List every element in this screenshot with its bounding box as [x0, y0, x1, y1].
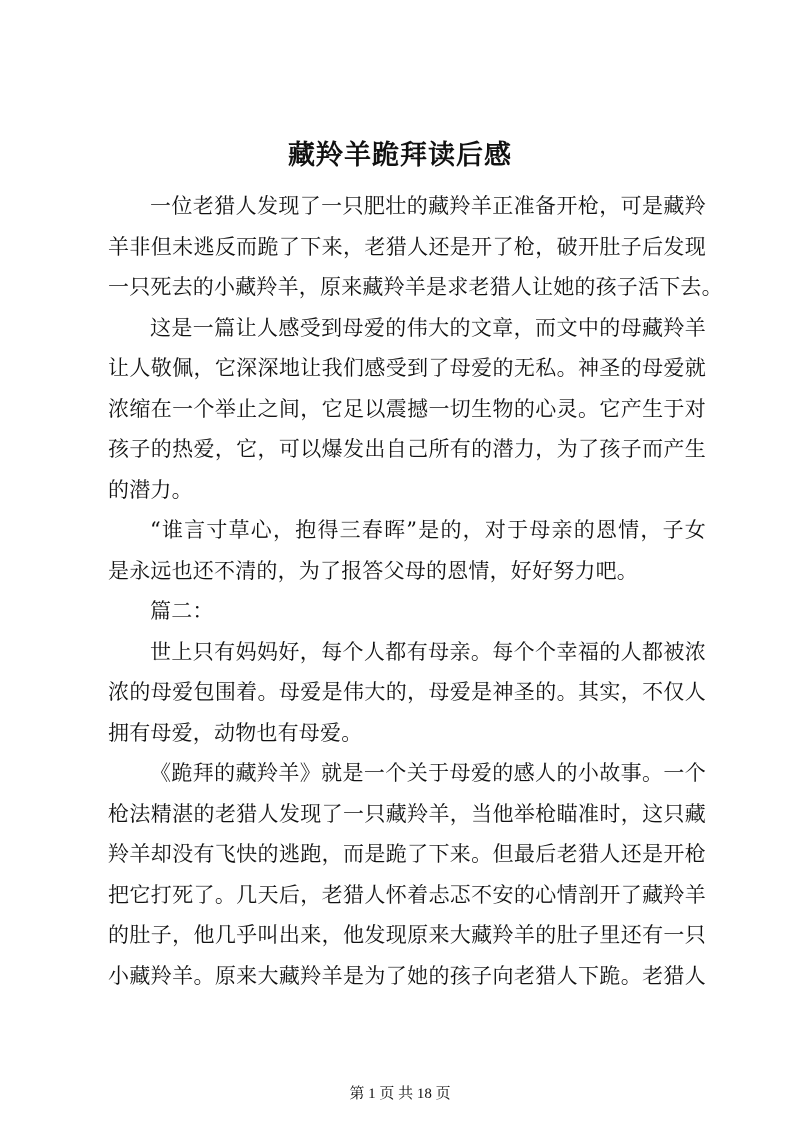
paragraph-line: 小藏羚羊。原来大藏羚羊是为了她的孩子向老猎人下跪。老猎人 — [108, 963, 706, 988]
paragraph-line: 羚羊却没有飞快的逃跑，而是跪了下来。但最后老猎人还是开枪 — [108, 842, 706, 866]
page-number-footer: 第 1 页 共 18 页 — [349, 1086, 451, 1102]
paragraph-line: 世上只有妈妈好，每个人都有母亲。每个个幸福的人都被浓 — [150, 639, 706, 664]
paragraph-line: 孩子的热爱，它，可以爆发出自己所有的潜力，为了孩子而产生 — [108, 437, 706, 461]
paragraph-line: 羊非但未逃反而跪了下来，老猎人还是开了枪，破开肚子后发现 — [108, 234, 706, 259]
paragraph-line: 让人敬佩，它深深地让我们感受到了母爱的无私。神圣的母爱就 — [108, 356, 706, 380]
document-body — [108, 186, 723, 996]
paragraph-line: 拥有母爱，动物也有母爱。 — [108, 720, 363, 745]
paragraph-line: 一位老猎人发现了一只肥壮的藏羚羊正准备开枪，可是藏羚 — [150, 194, 706, 218]
paragraph-line: 一只死去的小藏羚羊，原来藏羚羊是求老猎人让她的孩子活下去。 — [108, 275, 723, 299]
paragraph-line: 把它打死了。几天后，老猎人怀着忐忑不安的心情剖开了藏羚羊 — [108, 882, 706, 907]
paragraph-line: 的潜力。 — [108, 477, 193, 502]
section-heading: 篇二： — [150, 599, 214, 623]
paragraph-line: 这是一篇让人感受到母爱的伟大的文章，而文中的母藏羚羊 — [150, 315, 706, 340]
paragraph-line: 的肚子，他几乎叫出来，他发现原来大藏羚羊的肚子里还有一只 — [108, 923, 706, 947]
document-title: 藏羚羊跪拜读后感 — [288, 140, 512, 171]
paragraph-line: 枪法精湛的老猎人发现了一只藏羚羊，当他举枪瞄准时，这只藏 — [108, 801, 706, 826]
paragraph-line: 浓的母爱包围着。母爱是伟大的，母爱是神圣的。其实，不仅人 — [108, 680, 706, 704]
paragraph-line: 《跪拜的藏羚羊》就是一个关于母爱的感人的小故事。一个 — [150, 761, 706, 785]
paragraph-line: 是永远也还不清的，为了报答父母的恩情，好好努力吧。 — [108, 558, 638, 583]
paragraph-line: “谁言寸草心，抱得三春晖”是的，对于母亲的恩情，子女 — [150, 518, 706, 542]
paragraph-line: 浓缩在一个举止之间，它足以震撼一切生物的心灵。它产生于对 — [108, 396, 706, 421]
